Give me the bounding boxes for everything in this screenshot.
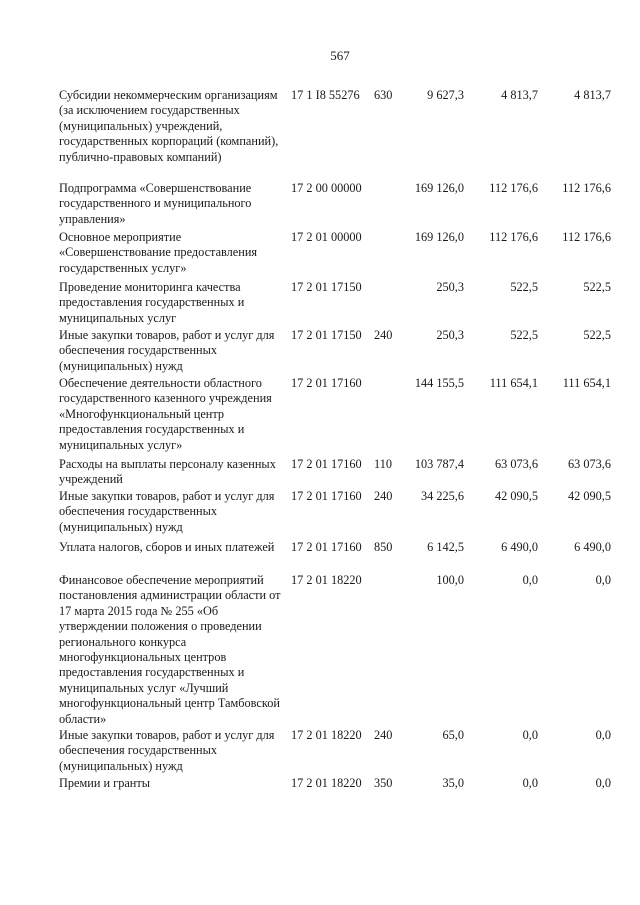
row-value-3: 63 073,6 (567, 457, 611, 471)
row-value-3: 112 176,6 (562, 181, 611, 195)
row-value-3: 112 176,6 (562, 230, 611, 244)
row-value-3: 6 490,0 (574, 540, 611, 554)
row-code: 17 2 01 00000 (291, 230, 362, 244)
row-code: 17 2 00 00000 (291, 181, 362, 195)
row-name: Финансовое обеспечение мероприятий постановления администрации области от 17 марта 2015 года № 255 «Об утверждении положения о проведении регионального конкурса многофункциональных центров предоставления государственных и муниципальных услуг «Лучший многофункциональный центр Тамбовской области» (59, 573, 281, 726)
row-value-2: 0,0 (522, 728, 538, 742)
row-vr: 240 (374, 328, 393, 342)
row-value-2: 0,0 (522, 573, 538, 587)
row-name: Иные закупки товаров, работ и услуг для обеспечения государственных (муниципальных) нужд (59, 489, 275, 534)
row-code: 17 2 01 18220 (291, 776, 362, 790)
row-code: 17 2 01 17160 (291, 489, 362, 503)
row-value-3: 522,5 (583, 328, 611, 342)
row-value-1: 250,3 (436, 328, 464, 342)
row-value-2: 42 090,5 (494, 489, 538, 503)
row-name: Иные закупки товаров, работ и услуг для обеспечения государственных (муниципальных) нужд (59, 728, 275, 773)
row-value-2: 63 073,6 (494, 457, 538, 471)
row-value-2: 111 654,1 (489, 376, 538, 390)
row-name: Проведение мониторинга качества предоставления государственных и муниципальных услуг (59, 280, 245, 325)
row-value-3: 0,0 (595, 776, 611, 790)
row-value-1: 9 627,3 (427, 88, 464, 102)
row-value-3: 0,0 (595, 728, 611, 742)
row-name: Премии и гранты (59, 776, 151, 790)
row-value-1: 6 142,5 (427, 540, 464, 554)
row-value-1: 169 126,0 (414, 230, 464, 244)
row-value-1: 169 126,0 (414, 181, 464, 195)
row-value-2: 4 813,7 (501, 88, 538, 102)
row-code: 17 2 01 17160 (291, 457, 362, 471)
row-value-3: 42 090,5 (567, 489, 611, 503)
row-code: 17 2 01 18220 (291, 728, 362, 742)
row-code: 17 2 01 17150 (291, 280, 362, 294)
row-name: Расходы на выплаты персоналу казенных учреждений (59, 457, 276, 487)
row-value-3: 522,5 (583, 280, 611, 294)
row-value-2: 522,5 (510, 280, 538, 294)
row-vr: 350 (374, 776, 393, 790)
row-vr: 240 (374, 728, 393, 742)
page-number: 567 (330, 48, 350, 63)
row-code: 17 1 I8 55276 (291, 88, 360, 102)
row-code: 17 2 01 17150 (291, 328, 362, 342)
row-value-1: 35,0 (442, 776, 464, 790)
row-code: 17 2 01 17160 (291, 540, 362, 554)
row-value-2: 112 176,6 (489, 181, 538, 195)
row-value-2: 0,0 (522, 776, 538, 790)
row-code: 17 2 01 17160 (291, 376, 362, 390)
row-code: 17 2 01 18220 (291, 573, 362, 587)
row-vr: 110 (374, 457, 392, 471)
row-vr: 240 (374, 489, 393, 503)
row-name: Субсидии некоммерческим организациям (за исключением государственных (муниципальных) учреждений, государственных корпораций (компаний), публично-правовых компаний) (59, 88, 279, 164)
row-name: Основное мероприятие «Совершенствование предоставления государственных услуг» (59, 230, 258, 275)
row-value-2: 112 176,6 (489, 230, 538, 244)
row-value-3: 111 654,1 (562, 376, 611, 390)
row-value-1: 34 225,6 (420, 489, 464, 503)
row-vr: 630 (374, 88, 393, 102)
row-name: Подпрограмма «Совершенствование государственного и муниципального управления» (59, 181, 252, 226)
row-name: Иные закупки товаров, работ и услуг для обеспечения государственных (муниципальных) нужд (59, 328, 275, 373)
row-value-1: 250,3 (436, 280, 464, 294)
row-value-1: 100,0 (436, 573, 464, 587)
row-value-2: 6 490,0 (501, 540, 538, 554)
row-name: Уплата налогов, сборов и иных платежей (59, 540, 275, 554)
row-value-1: 144 155,5 (414, 376, 464, 390)
row-value-1: 103 787,4 (414, 457, 464, 471)
row-name: Обеспечение деятельности областного государственного казенного учреждения «Многофункциональный центр предоставления государственных и муниципальных услуг» (59, 376, 272, 452)
row-value-3: 4 813,7 (574, 88, 611, 102)
row-value-1: 65,0 (442, 728, 464, 742)
row-vr: 850 (374, 540, 393, 554)
row-value-2: 522,5 (510, 328, 538, 342)
row-value-3: 0,0 (595, 573, 611, 587)
